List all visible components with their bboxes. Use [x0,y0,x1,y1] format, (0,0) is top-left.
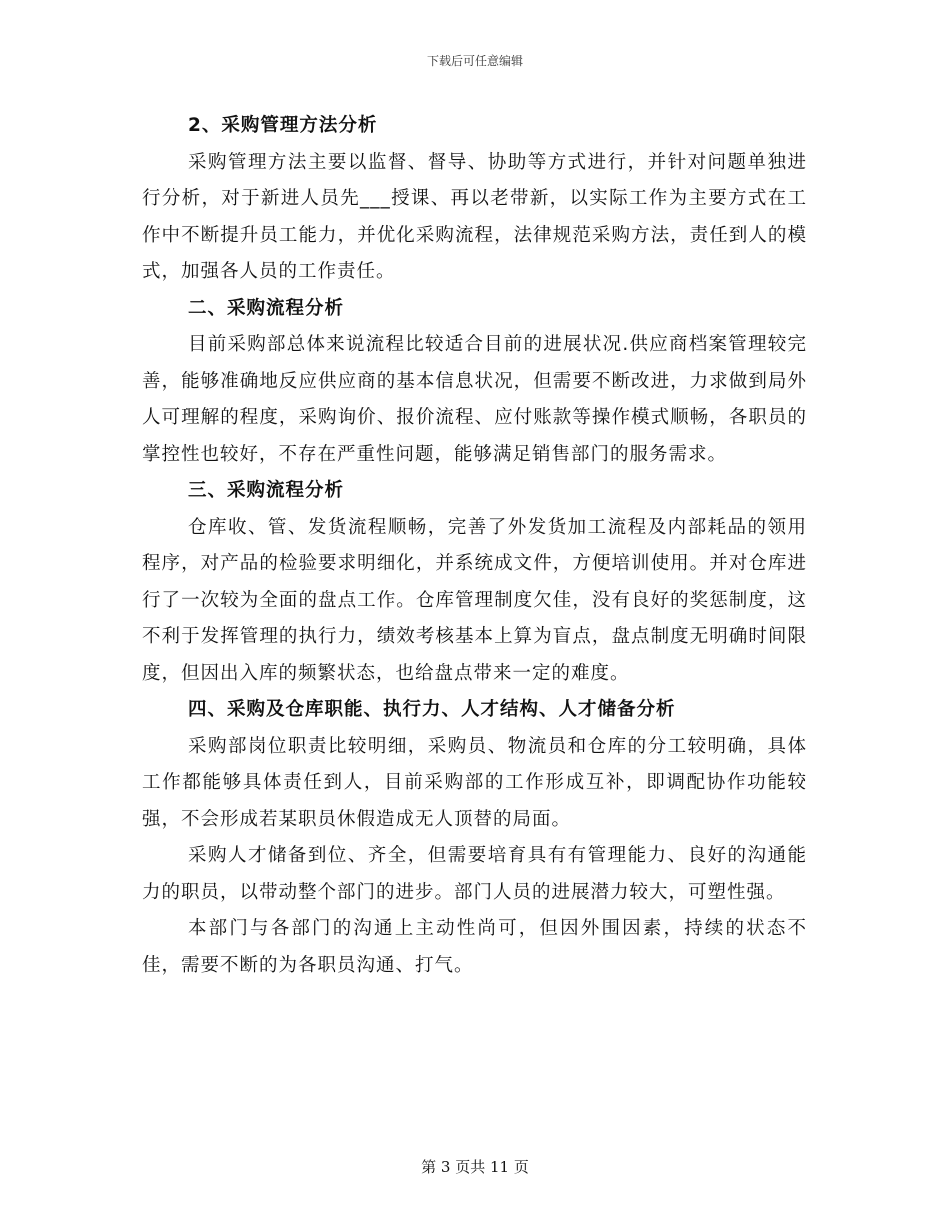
page-number: 第 3 页共 11 页 [421,1158,529,1176]
document-body [142,108,807,984]
paragraph: 本部门与各部门的沟通上主动性尚可，但因外围因素，持续的状态不佳，需要不断的为各职员沟通、打气。 [142,918,807,976]
section-heading: 四、采购及仓库职能、执行力、人才结构、人才储备分析 [188,699,676,720]
section-heading: 二、采购流程分析 [188,297,345,319]
paragraph: 目前采购部总体来说流程比较适合目前的进展状况.供应商档案管理较完善，能够准确地反应供应商的基本信息状况，但需要不断改进，力求做到局外人可理解的程度，采购询价、报价流程、应付账款等操作模式顺畅，各职员的掌控性也较好，不存在严重性问题，能够满足销售部门的服务需求。 [142,334,807,465]
section-heading: 2、采购管理方法分析 [188,115,378,136]
paragraph: 采购人才储备到位、齐全，但需要培育具有有管理能力、良好的沟通能力的职员，以带动整个部门的进步。部门人员的进展潜力较大，可塑性强。 [142,845,807,903]
paragraph: 采购部岗位职责比较明细，采购员、物流员和仓库的分工较明确，具体工作都能够具体责任到人，目前采购部的工作形成互补，即调配协作功能较强，不会形成若某职员休假造成无人顶替的局面。 [142,735,807,830]
paragraph: 仓库收、管、发货流程顺畅，完善了外发货加工流程及内部耗品的领用程序，对产品的检验要求明细化，并系统成文件，方便培训使用。并对仓库进行了一次较为全面的盘点工作。仓库管理制度欠佳，没有良好的奖惩制度，这不利于发挥管理的执行力，绩效考核基本上算为盲点，盘点制度无明确时间限度，但因出入库的频繁状态，也给盘点带来一定的难度。 [142,516,807,684]
page-header: 下载后可任意编辑 [426,54,523,68]
section-heading: 三、采购流程分析 [188,480,345,501]
paragraph: 采购管理方法主要以监督、督导、协助等方式进行，并针对问题单独进行分析，对于新进人员先___授课、再以老带新，以实际工作为主要方式在工作中不断提升员工能力，并优化采购流程，法律规范采购方法，责任到人的模式，加强各人员的工作责任。 [142,151,807,282]
